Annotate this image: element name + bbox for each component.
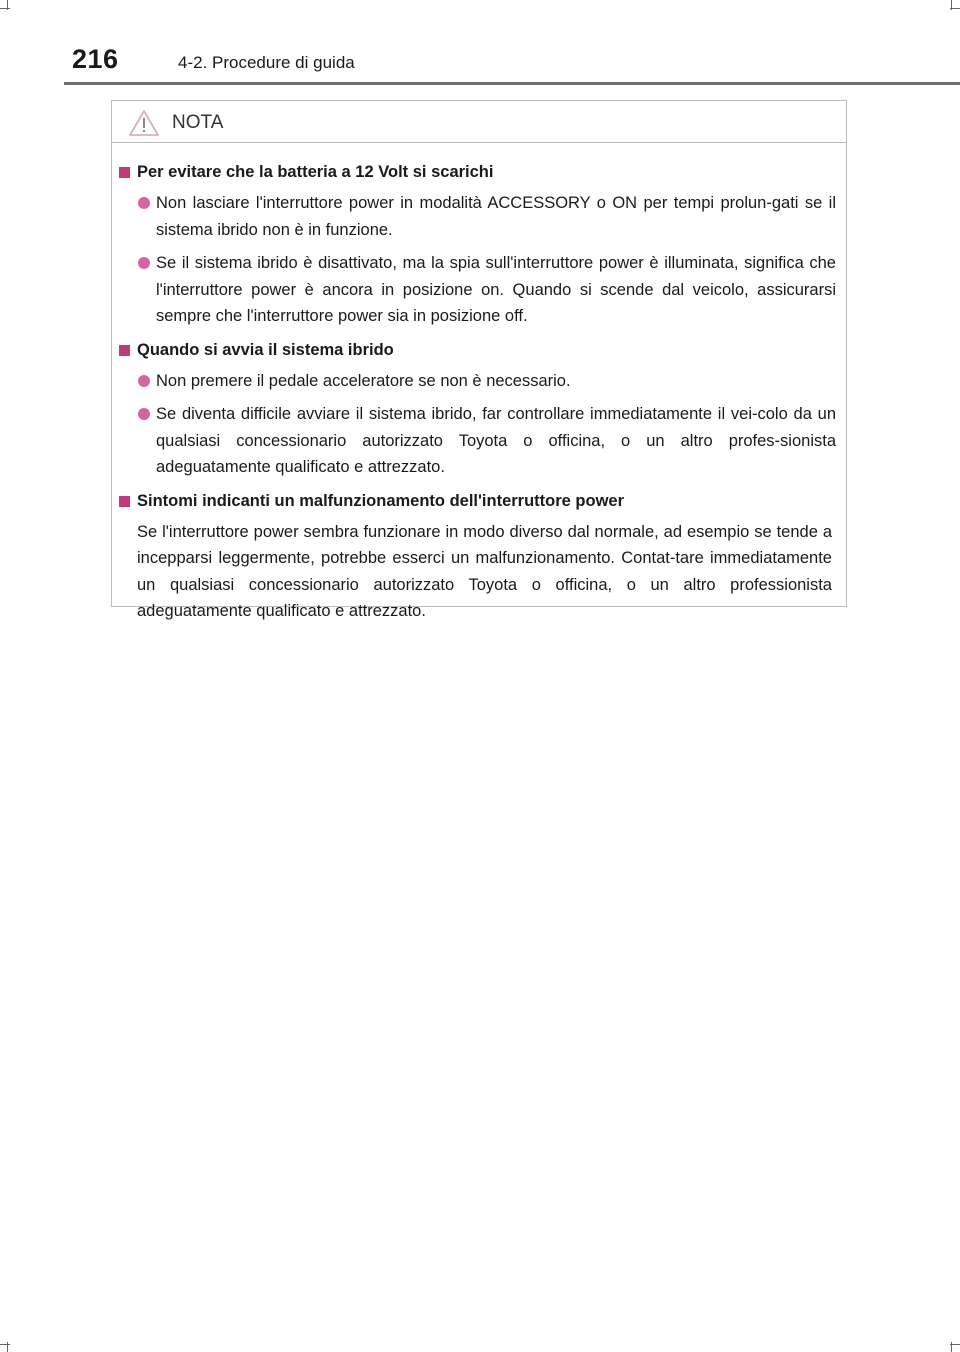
- square-bullet-icon: [119, 496, 130, 507]
- list-item: Se il sistema ibrido è disattivato, ma la spia sull'interruttore power è illuminata, significa che l'interruttore power è ancora in posizione on. Quando si scende dal veicolo, assicurarsi sempre che l'interruttore power sia in posizione off.: [117, 250, 836, 330]
- paragraph: Se l'interruttore power sembra funzionare in modo diverso dal normale, ad esempio se tende a incepparsi leggermente, potrebbe esserci un malfunzionamento. Contat-tare immediatamente un qualsiasi concessionario autorizzato Toyota o officina, o un altro professionista adeguatamente qualificato e attrezzato.: [137, 522, 832, 620]
- page-header: [0, 0, 960, 88]
- note-body: [112, 143, 846, 625]
- note-label: NOTA: [172, 112, 224, 133]
- section-heading: Sintomi indicanti un malfunzionamento dell'interruttore power: [117, 488, 836, 515]
- dot-bullet-icon: [138, 408, 150, 420]
- square-bullet-icon: [119, 167, 130, 178]
- list-item: Se diventa difficile avviare il sistema ibrido, far controllare immediatamente il vei-colo da un qualsiasi concessionario autorizzato Toyota o officina, o un altro profes-sionista adeguatamente qualificato e attrezzato.: [117, 401, 836, 481]
- list-item: Non premere il pedale acceleratore se non è necessario.: [117, 368, 836, 395]
- square-bullet-icon: [119, 345, 130, 356]
- section-title: 4-2. Procedure di guida: [178, 53, 355, 72]
- warning-triangle-icon: [128, 109, 160, 137]
- header-rule: [64, 82, 960, 85]
- note-header: [112, 101, 846, 143]
- dot-bullet-icon: [138, 257, 150, 269]
- section-heading: Per evitare che la batteria a 12 Volt si scarichi: [117, 159, 836, 186]
- dot-bullet-icon: [138, 375, 150, 387]
- dot-bullet-icon: [138, 197, 150, 209]
- note-box: [111, 100, 847, 620]
- crop-mark: [950, 1344, 960, 1345]
- page-number: 216: [72, 44, 119, 74]
- list-item: Non lasciare l'interruttore power in modalità ACCESSORY o ON per tempi prolun-gati se il sistema ibrido non è in funzione.: [117, 190, 836, 243]
- section-heading: Quando si avvia il sistema ibrido: [117, 337, 836, 364]
- crop-mark: [0, 1344, 10, 1345]
